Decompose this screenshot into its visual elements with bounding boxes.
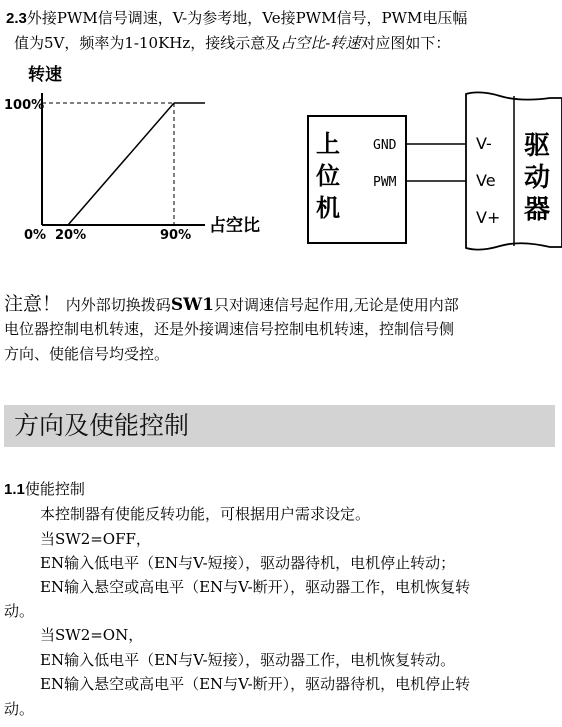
host-label-2: 位 (316, 162, 340, 190)
intro-text-2c: 对应图如下： (360, 34, 451, 52)
notice-title: 注意！ (4, 293, 62, 315)
enable-p5: 当SW2=ON， (40, 626, 144, 644)
notice-line-1 (4, 292, 459, 317)
enable-heading-text: 使能控制 (24, 480, 85, 498)
intro-line-1 (6, 8, 467, 29)
host-gnd-label: GND (373, 138, 397, 153)
graph-ylabel: 转速 (28, 65, 62, 85)
enable-heading (4, 479, 85, 500)
notice-line-3: 方向、使能信号均受控。 (4, 345, 170, 363)
notice-text-1c: 只对调速信号起作用,无论是使用内部 (214, 296, 459, 314)
driver-label-2: 动 (524, 163, 551, 193)
graph-x20-label: 20% (55, 228, 87, 243)
section-title: 方向及使能控制 (14, 411, 190, 440)
host-label-1: 上 (316, 130, 340, 158)
driver-label-3: 器 (524, 195, 551, 225)
enable-p7b: 动。 (4, 700, 35, 718)
enable-p4a: EN输入悬空或高电平（EN与V-断开），驱动器工作，电机恢复转 (40, 578, 471, 596)
section-number: 2.3 (6, 10, 27, 27)
enable-p1: 本控制器有使能反转功能，可根据用户需求设定。 (40, 505, 371, 523)
graph-x0-label: 0% (24, 228, 47, 243)
driver-ve-label: Ve (476, 171, 496, 190)
enable-p7a: EN输入悬空或高电平（EN与V-断开），驱动器待机，电机停止转 (40, 675, 471, 693)
graph-xlabel: 占空比 (209, 216, 260, 236)
host-pwm-label: PWM (373, 175, 397, 190)
enable-p4b: 动。 (4, 602, 35, 620)
enable-number: 1.1 (4, 481, 25, 498)
graph-x90-label: 90% (160, 228, 192, 243)
graph-y100-label: 100% (4, 98, 45, 113)
intro-line-2 (14, 33, 450, 53)
duty-speed-graph (0, 58, 290, 248)
enable-p3: EN输入低电平（EN与V-短接），驱动器待机，电机停止转动； (40, 554, 456, 572)
graph-ramp (68, 103, 174, 225)
notice-text-1b: SW1 (170, 295, 215, 315)
driver-label-1: 驱 (524, 131, 551, 161)
driver-vminus-label: V- (476, 134, 492, 153)
intro-text-1: 外接PWM信号调速，V-为参考地，Ve接PWM信号，PWM电压幅 (26, 9, 468, 27)
notice-line-2: 电位器控制电机转速，还是外接调速信号控制电机转速，控制信号侧 (4, 320, 455, 338)
intro-text-2a: 值为5V，频率为1-10KHz，接线示意及 (14, 34, 281, 52)
intro-text-2b: 占空比-转速 (280, 34, 361, 52)
enable-p6: EN输入低电平（EN与V-短接），驱动器工作，电机恢复转动。 (40, 651, 456, 669)
notice-text-1a: 内外部切换拨码 (65, 296, 171, 314)
wiring-diagram (300, 90, 562, 255)
enable-p2: 当SW2=OFF， (40, 530, 151, 548)
host-label-3: 机 (316, 194, 340, 222)
driver-vplus-label: V+ (476, 208, 501, 227)
